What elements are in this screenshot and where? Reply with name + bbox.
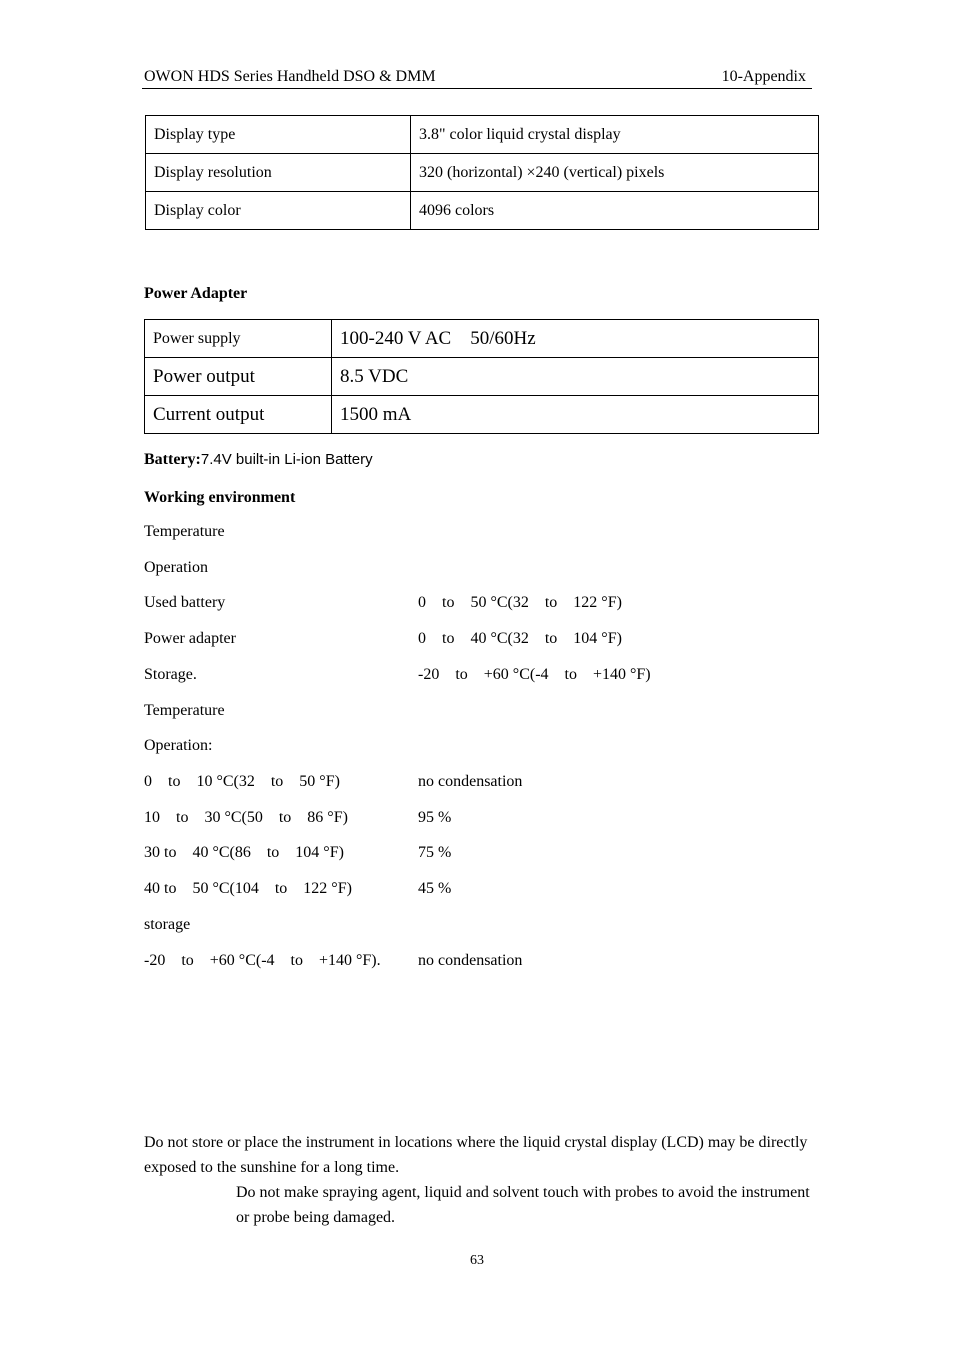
humidity-range-label: 40 to 50 °C(104 to 122 °F) — [144, 880, 352, 897]
table-row — [146, 154, 819, 192]
used-battery-label: Used battery — [144, 594, 226, 611]
power-output-value: 8.5 VDC — [332, 358, 819, 396]
humidity-range-label: 0 to 10 °C(32 to 50 °F) — [144, 773, 340, 790]
table-row — [145, 358, 819, 396]
working-environment-heading: Working environment — [144, 489, 296, 506]
page-header — [142, 66, 812, 89]
display-type-label: Display type — [146, 116, 411, 154]
table-row — [146, 192, 819, 230]
header-section: 10-Appendix — [721, 68, 806, 85]
humidity-range-value: no condensation — [418, 773, 523, 790]
humidity-range-value: 75 % — [418, 844, 452, 861]
operation-label-2: Operation: — [144, 737, 213, 754]
power-adapter-heading: Power Adapter — [144, 285, 248, 302]
used-battery-value: 0 to 50 °C(32 to 122 °F) — [418, 594, 622, 611]
storage-temp-label: Storage. — [144, 666, 197, 683]
storage-label: storage — [144, 916, 191, 933]
display-spec-table — [145, 115, 819, 230]
table-row — [145, 320, 819, 358]
humidity-range-label: 30 to 40 °C(86 to 104 °F) — [144, 844, 344, 861]
humidity-range-label: 10 to 30 °C(50 to 86 °F) — [144, 809, 348, 826]
power-adapter-temp-label: Power adapter — [144, 630, 236, 647]
humidity-range-value: 45 % — [418, 880, 452, 897]
temperature-label-2: Temperature — [144, 702, 225, 719]
operation-label: Operation — [144, 559, 208, 576]
power-adapter-table — [144, 319, 819, 434]
storage-temp-value: -20 to +60 °C(-4 to +140 °F) — [418, 666, 651, 683]
table-row — [146, 116, 819, 154]
power-supply-label: Power supply — [145, 320, 332, 358]
storage-humidity-value: no condensation — [418, 952, 523, 969]
storage-humidity-label: -20 to +60 °C(-4 to +140 °F). — [144, 952, 381, 969]
page-number: 63 — [470, 1253, 484, 1268]
power-adapter-temp-value: 0 to 40 °C(32 to 104 °F) — [418, 630, 622, 647]
current-output-value: 1500 mA — [332, 396, 819, 434]
battery-line — [144, 451, 373, 469]
display-type-value: 3.8" color liquid crystal display — [411, 116, 819, 154]
battery-label: Battery: — [144, 451, 201, 468]
power-supply-value: 100-240 V AC 50/60Hz — [332, 320, 819, 358]
current-output-label: Current output — [145, 396, 332, 434]
power-output-label: Power output — [145, 358, 332, 396]
header-title: OWON HDS Series Handheld DSO & DMM — [144, 68, 436, 85]
battery-value: 7.4V built-in Li-ion Battery — [200, 451, 373, 468]
display-resolution-value: 320 (horizontal) ×240 (vertical) pixels — [411, 154, 819, 192]
display-resolution-label: Display resolution — [146, 154, 411, 192]
humidity-range-value: 95 % — [418, 809, 452, 826]
display-color-label: Display color — [146, 192, 411, 230]
temperature-label: Temperature — [144, 523, 225, 540]
note-paragraph-lcd: Do not store or place the instrument in locations where the liquid crystal display (LCD) may be directly exposed to the sunshine for a long time. — [144, 1134, 808, 1176]
display-color-value: 4096 colors — [411, 192, 819, 230]
table-row — [145, 396, 819, 434]
note-paragraph-probes: Do not make spraying agent, liquid and solvent touch with probes to avoid the instrument or probe being damaged. — [236, 1184, 810, 1226]
